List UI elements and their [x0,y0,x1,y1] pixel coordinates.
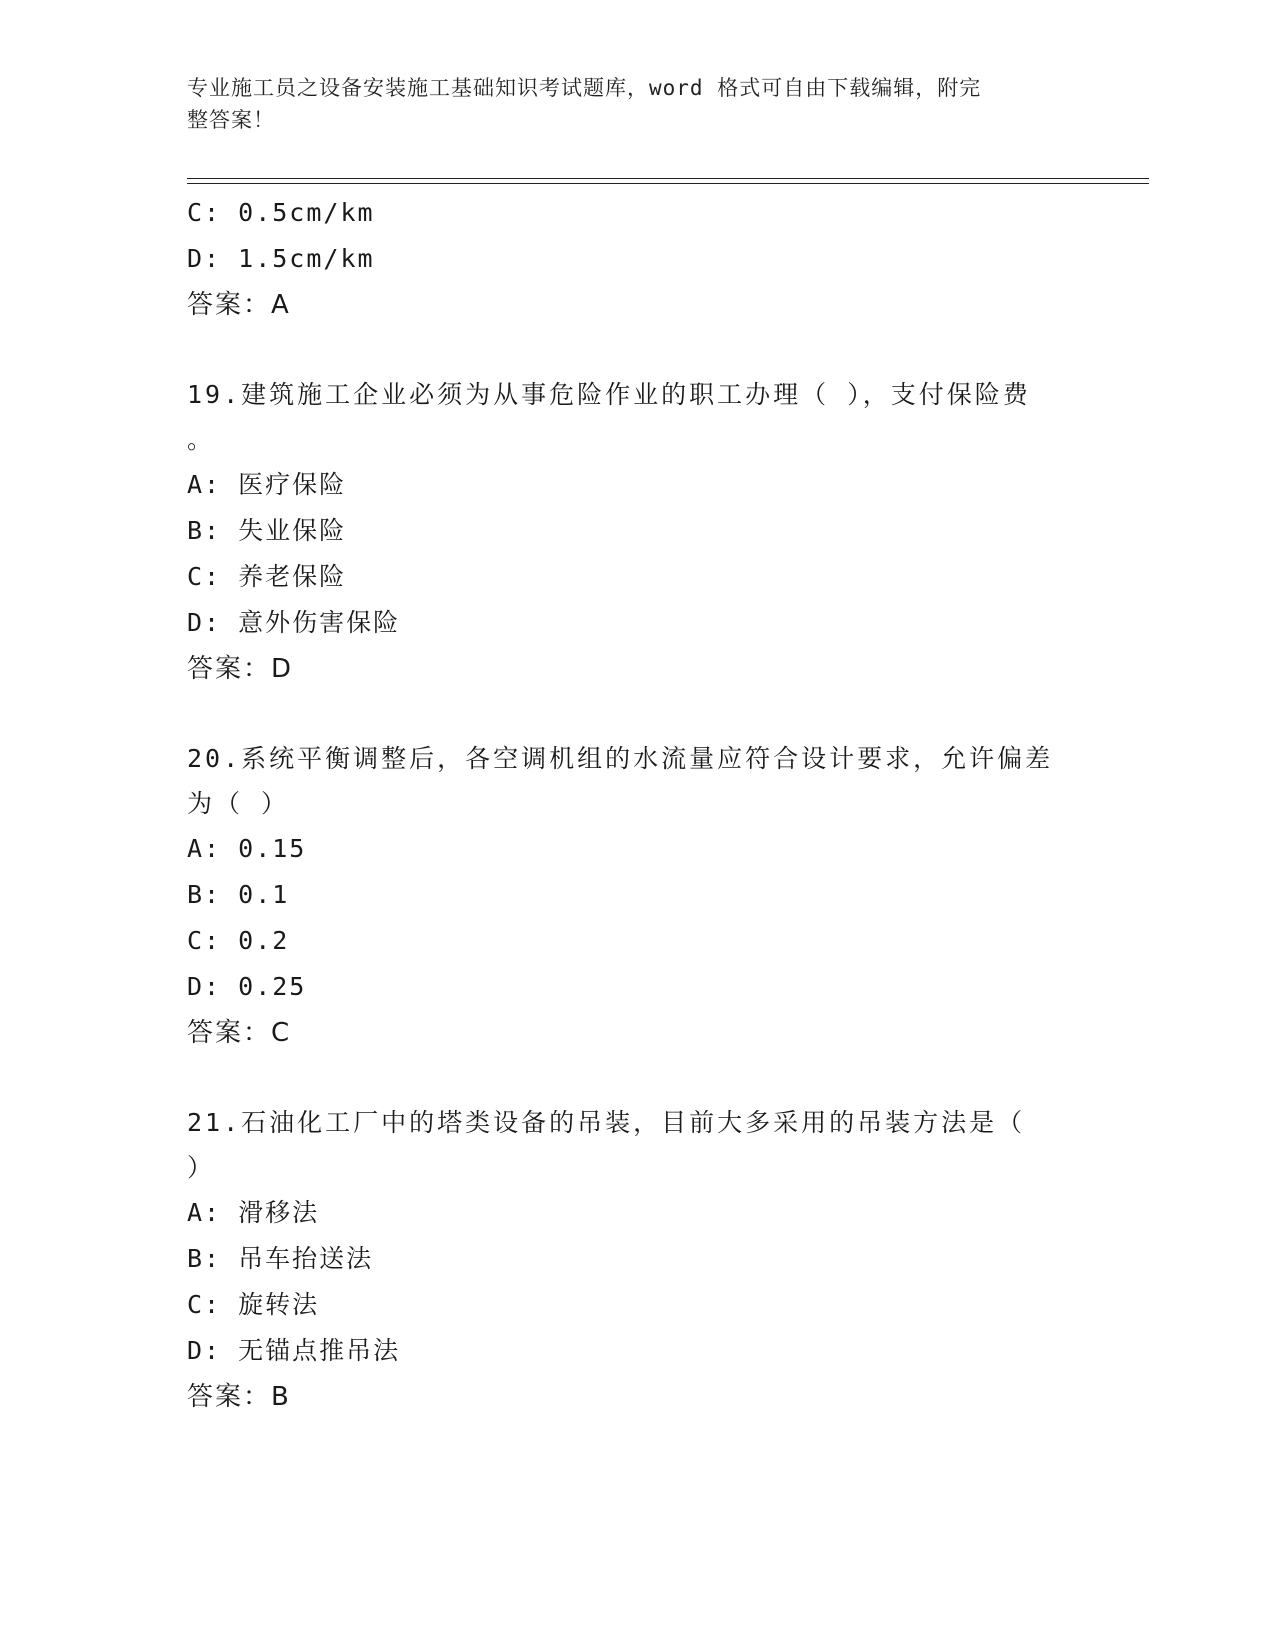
question-text-continued: ） [187,1153,216,1182]
header-line-2: 整答案！ [187,108,275,132]
option-c: C: 旋转法 [187,1290,320,1319]
header-divider-bottom [187,183,1149,184]
answer-line: 答案：D [187,654,294,684]
header-line-1: 专业施工员之设备安装施工基础知识考试题库，word 格式可自由下载编辑，附完 [187,76,982,100]
header-divider-top [187,178,1149,179]
option-a: A: 滑移法 [187,1198,320,1227]
question-text-continued: 。 [187,425,216,454]
answer-line: 答案：A [187,290,291,320]
question-20 [187,736,1087,1056]
question-text: 19.建筑施工企业必须为从事危险作业的职工办理（ ），支付保险费 [187,380,1031,409]
option-c: C: 0.2 [187,926,290,955]
option-b: B: 0.1 [187,880,290,909]
option-d: D: 意外伤害保险 [187,608,401,637]
question-21 [187,1100,1087,1420]
option-d: D: 无锚点推吊法 [187,1336,401,1365]
question-text: 20.系统平衡调整后，各空调机组的水流量应符合设计要求，允许偏差 [187,744,1054,773]
question-list [187,190,1087,1420]
document-header [187,72,1057,136]
answer-line: 答案：C [187,1018,292,1048]
option-b: B: 失业保险 [187,516,347,545]
question-19 [187,372,1087,692]
question-text: 21.石油化工厂中的塔类设备的吊装，目前大多采用的吊装方法是（ [187,1108,1026,1137]
option-c: C: 0.5cm/km [187,198,375,227]
option-d: D: 0.25 [187,972,307,1001]
question-text-continued: 为（ ） [187,789,290,818]
option-b: B: 吊车抬送法 [187,1244,374,1273]
option-c: C: 养老保险 [187,562,347,591]
option-a: A: 0.15 [187,834,307,863]
option-d: D: 1.5cm/km [187,244,375,273]
option-a: A: 医疗保险 [187,470,347,499]
answer-line: 答案：B [187,1382,291,1412]
question-18-tail [187,190,1087,328]
